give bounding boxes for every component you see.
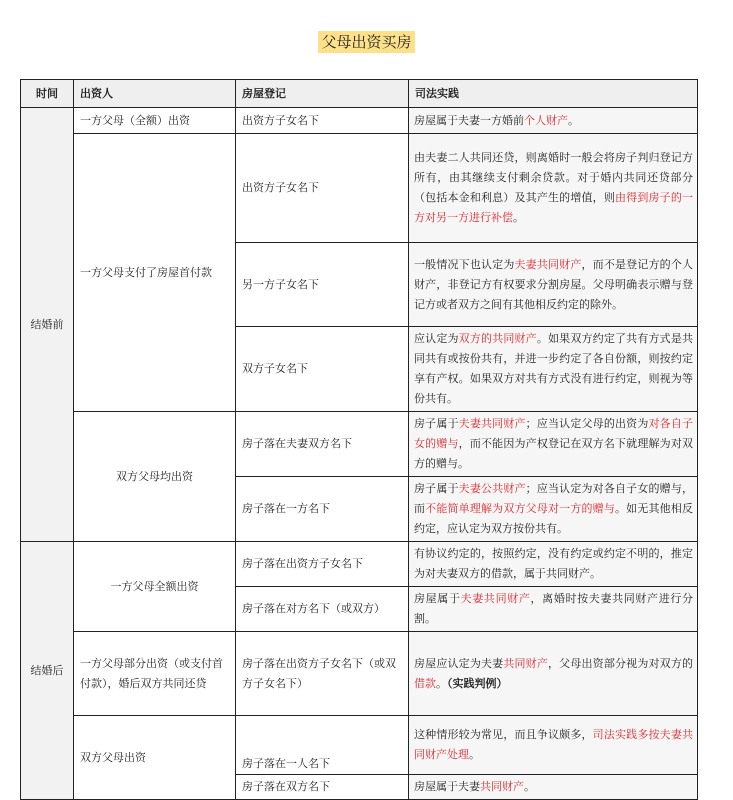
highlight-text: 司法实践多按夫妻共同财产处理 [414,728,694,761]
registration-cell: 双方子女名下 [236,327,409,412]
practice-text [414,417,693,470]
highlight-text: 共同财产 [480,780,524,793]
practice-text-segment: 有协议约定的，按照约定，没有约定或约定不明的，推定为对夫妻双方的借款，属于共同财产。 [414,547,693,580]
practice-cell [409,587,698,632]
practice-cell [409,775,698,800]
time-cell-before: 结婚前 [21,108,74,542]
registration-cell: 另一方子女名下 [236,243,409,327]
table-row [21,412,698,477]
registration-cell: 房子落在一人名下 [236,716,409,775]
page-title: 父母出资买房 [318,31,414,53]
practice-cell [409,542,698,587]
practice-text-segment: 。 [436,676,447,690]
practice-text-segment: （实践判例） [447,676,508,690]
highlight-text: 夫妻公共财产 [458,482,526,495]
registration-cell: 房子落在一方名下 [236,477,409,542]
practice-text [414,592,693,625]
table-row [21,542,698,587]
practice-text [414,780,535,793]
funder-cell: 一方父母支付了房屋首付款 [74,134,236,412]
table-row [21,632,698,716]
practice-cell [409,716,698,775]
registration-cell: 房子落在对方名下（或双方） [236,587,409,632]
practice-text [414,482,693,535]
practice-text-segment: ；应当认定为对各自子女的赠与，而 [414,482,694,515]
practice-text [414,114,579,127]
table-row [21,134,698,243]
purchase-table [20,79,698,800]
table-row [21,108,698,134]
practice-cell [409,243,698,327]
highlight-text: 夫妻共同财产 [458,417,526,430]
practice-text-segment: 房子属于 [414,417,459,430]
funder-cell: 双方父母出资 [74,716,236,800]
practice-text-segment: 房子属于 [414,482,459,495]
highlight-text: 对各自子女的赠与 [414,417,694,450]
funder-cell: 一方父母部分出资（或支付首付款），婚后双方共同还贷 [74,632,236,716]
table-row [21,716,698,775]
practice-text-segment: 。如无其他相反约定，应认定为双方按份共有。 [414,502,694,535]
practice-text [414,547,693,580]
practice-text-segment: ，离婚时按夫妻共同财产进行分割。 [414,592,694,625]
practice-cell [409,412,698,477]
practice-text [414,657,693,690]
time-cell-after: 结婚后 [21,542,74,800]
registration-cell: 房子落在出资方子女名下（或双方子女名下） [236,632,409,716]
practice-cell [409,134,698,243]
header-registration: 房屋登记 [236,80,409,108]
practice-cell [409,108,698,134]
registration-cell: 出资方子女名下 [236,134,409,243]
header-funder: 出资人 [74,80,236,108]
practice-text-segment: 一般情况下也认定为 [414,257,515,271]
practice-text-segment: ，而不能因为产权登记在双方名下就理解为对双方的赠与。 [414,437,694,470]
practice-text-segment: 房屋属于夫妻 [414,780,480,793]
practice-text-segment: ，而不是登记方的个人财产，非登记方有权要求分割房屋。父母明确表示赠与登记方或者双方之间有其他相反约定的除外。 [414,257,693,311]
highlight-text: 共同财产 [503,656,549,670]
title-wrap [0,31,733,53]
practice-text-segment: 。 [568,113,579,127]
practice-text [414,332,693,405]
practice-text-segment: 房屋应认定为夫妻 [414,656,504,670]
practice-text [414,151,693,224]
practice-text-segment: ，父母出资部分视为对双方的 [548,656,694,670]
highlight-text: 夫妻共同财产 [460,592,531,605]
practice-cell [409,327,698,412]
practice-text-segment: 房屋属于 [414,592,461,605]
header-row [21,80,698,108]
practice-text-segment: 。 [524,780,535,793]
registration-cell: 房子落在双方名下 [236,775,409,800]
highlight-text: 由得到房子的一方对另一方进行补偿 [414,191,693,224]
practice-text-segment: ；应当认定父母的出资为 [525,417,649,430]
practice-text-segment: 。如果双方约定了共有方式是共同共有或按份共有，并进一步约定了各自份额，则按约定享有产权。如果双方对共有方式没有进行约定，则视为等份共有。 [414,332,694,405]
practice-text-segment: 这种情形较为常见，而且争议颇多， [414,728,593,741]
highlight-text: 不能简单理解为双方父母对一方的赠与 [425,502,616,515]
funder-cell: 一方父母（全额）出资 [74,108,236,134]
highlight-text: 夫妻共同财产 [514,257,582,271]
funder-cell: 一方父母全额出资 [74,542,236,632]
funder-cell: 双方父母均出资 [74,412,236,542]
practice-text-segment: 房屋属于夫妻一方婚前 [414,113,524,127]
registration-cell: 出资方子女名下 [236,108,409,134]
header-practice: 司法实践 [409,80,698,108]
highlight-text: 双方的共同财产 [458,332,537,345]
registration-cell: 房子落在夫妻双方名下 [236,412,409,477]
highlight-text: 借款 [414,676,436,690]
practice-text-segment: 。 [513,211,524,224]
practice-cell [409,632,698,716]
practice-text [414,258,693,311]
header-time: 时间 [21,80,74,108]
registration-cell: 房子落在出资方子女名下 [236,542,409,587]
highlight-text: 个人财产 [524,113,568,127]
practice-text-segment: 由夫妻二人共同还贷，则离婚时一般会将房子判归登记方所有，由其继续支付剩余贷款。对于婚内共同还贷部分（包括本金和利息）及其产生的增值，则 [414,151,693,204]
practice-text-segment: 。 [469,748,480,761]
practice-cell [409,477,698,542]
practice-text-segment: 应认定为 [414,332,459,345]
practice-text [414,728,693,761]
